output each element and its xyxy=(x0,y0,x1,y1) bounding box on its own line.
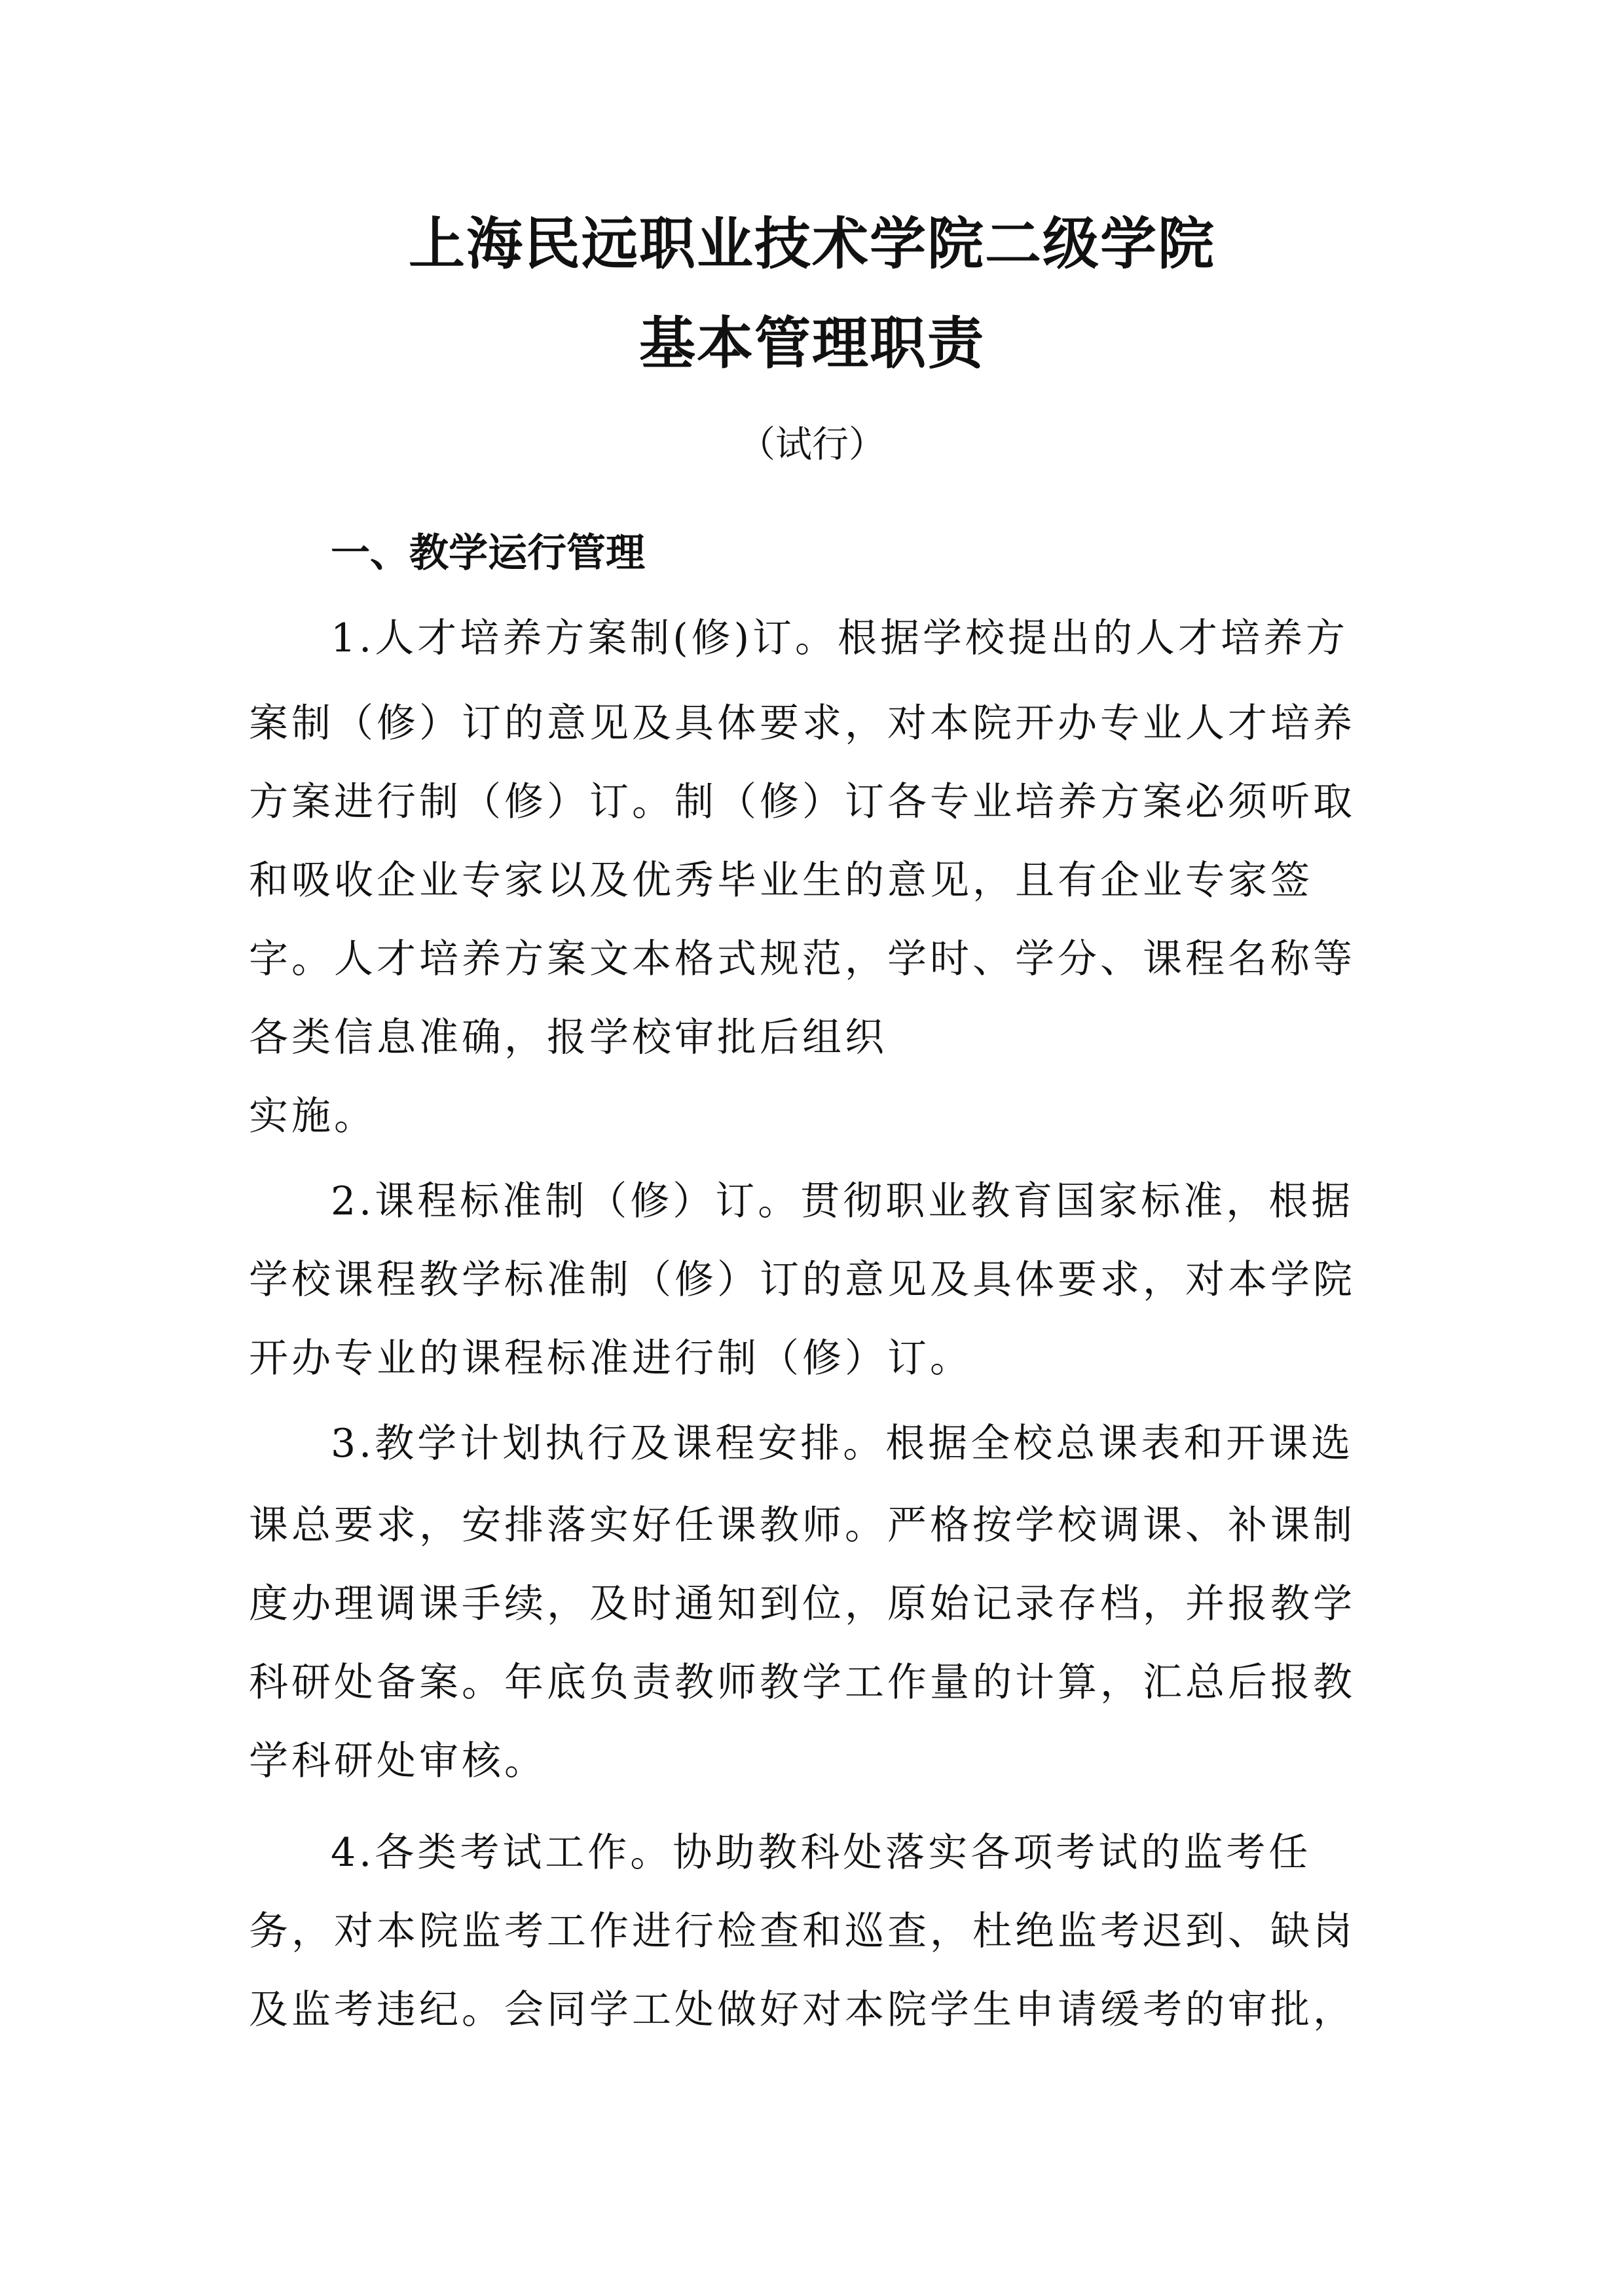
paragraph-3-line-3: 度办理调课手续，及时通知到位，原始记录存档，并报教学 xyxy=(249,1581,1356,1627)
section-heading: 一、教学运行管理 xyxy=(331,530,645,576)
paragraph-3-line-1: 3.教学计划执行及课程安排。根据全校总课表和开课选 xyxy=(331,1421,1354,1467)
paragraph-4-line-2: 务，对本院监考工作进行检查和巡查，杜绝监考迟到、缺岗 xyxy=(249,1908,1356,1954)
paragraph-1-line-3: 方案进行制（修）订。制（修）订各专业培养方案必须听取 xyxy=(249,779,1356,825)
paragraph-3-line-2: 课总要求，安排落实好任课教师。严格按学校调课、补课制 xyxy=(249,1503,1356,1548)
paragraph-3-line-5: 学科研处审核。 xyxy=(249,1738,547,1784)
paragraph-2-line-3: 开办专业的课程标准进行制（修）订。 xyxy=(249,1336,972,1381)
paragraph-1-line-4: 和吸收企业专家以及优秀毕业生的意见，且有企业专家签 xyxy=(249,858,1313,903)
paragraph-1-line-2: 案制（修）订的意见及具体要求，对本院开办专业人才培养 xyxy=(249,701,1356,746)
paragraph-3-line-4: 科研处备案。年底负责教师教学工作量的计算，汇总后报教 xyxy=(249,1660,1356,1705)
paragraph-1-line-7: 实施。 xyxy=(249,1093,377,1139)
paragraph-4-line-3: 及监考违纪。会同学工处做好对本院学生申请缓考的审批， xyxy=(249,1987,1356,2033)
paragraph-2-line-1: 2.课程标准制（修）订。贯彻职业教育国家标准，根据 xyxy=(331,1178,1354,1224)
document-subtitle: （试行） xyxy=(739,424,885,466)
paragraph-1-line-6: 各类信息准确，报学校审批后组织 xyxy=(249,1015,887,1061)
paragraph-2-line-2: 学校课程教学标准制（修）订的意见及具体要求，对本学院 xyxy=(249,1257,1356,1303)
document-title-line-1: 上海民远职业技术学院二级学院 xyxy=(409,211,1215,277)
document-title-line-2: 基本管理职责 xyxy=(639,310,985,376)
paragraph-1-line-5: 字。人才培养方案文本格式规范，学时、学分、课程名称等 xyxy=(249,936,1356,982)
paragraph-1-line-1: 1.人才培养方案制(修)订。根据学校提出的人才培养方 xyxy=(331,615,1349,661)
paragraph-4-line-1: 4.各类考试工作。协助教科处落实各项考试的监考任 xyxy=(331,1830,1312,1876)
